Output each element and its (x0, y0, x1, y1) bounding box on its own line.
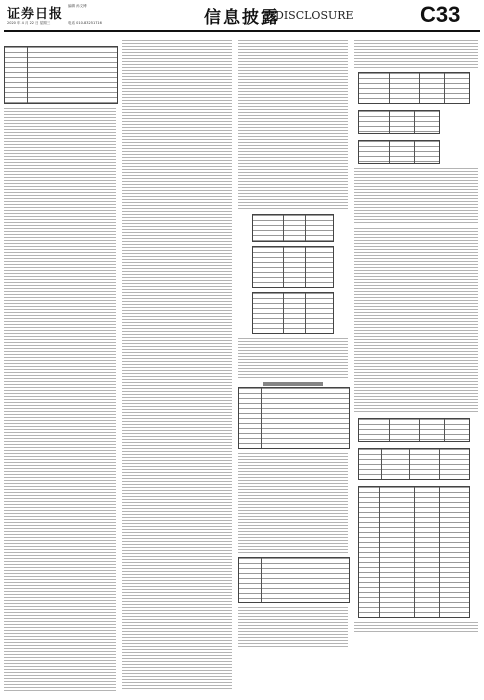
article-text (238, 607, 348, 647)
column-3 (238, 40, 350, 692)
newspaper-logo: 证券日报 (7, 7, 64, 22)
financial-table (252, 292, 334, 334)
info-table (238, 387, 350, 449)
article-text (354, 168, 478, 224)
table-top-left (4, 46, 118, 104)
editor-line: 编辑 孙文博 (68, 4, 87, 8)
page-number: C33 (420, 2, 461, 27)
article-text (238, 40, 348, 210)
financial-table (358, 448, 470, 480)
article-text (354, 228, 478, 414)
financial-table (252, 214, 334, 242)
large-financial-table (358, 486, 470, 618)
masthead (0, 0, 484, 38)
article-text (238, 453, 348, 553)
article-text (354, 40, 478, 68)
section-title: 信息披露 (204, 8, 280, 28)
phone-line: 电话 010-83251716 (68, 21, 102, 25)
info-table (238, 557, 350, 603)
financial-table (358, 110, 440, 134)
financial-table (358, 140, 440, 164)
article-text (354, 622, 478, 632)
article-text (122, 40, 232, 690)
column-2 (122, 40, 234, 692)
header-rule (4, 30, 480, 32)
section-title-english: DISCLOSURE (275, 9, 354, 22)
financial-table (358, 418, 470, 442)
article-text (238, 338, 348, 378)
financial-table (358, 72, 470, 104)
column-1 (4, 40, 118, 692)
column-4 (354, 40, 480, 692)
table-caption (263, 382, 323, 386)
article-text (4, 108, 116, 692)
issue-date: 2020 年 4 月 22 日 星期三 (7, 21, 51, 25)
financial-table (252, 246, 334, 288)
